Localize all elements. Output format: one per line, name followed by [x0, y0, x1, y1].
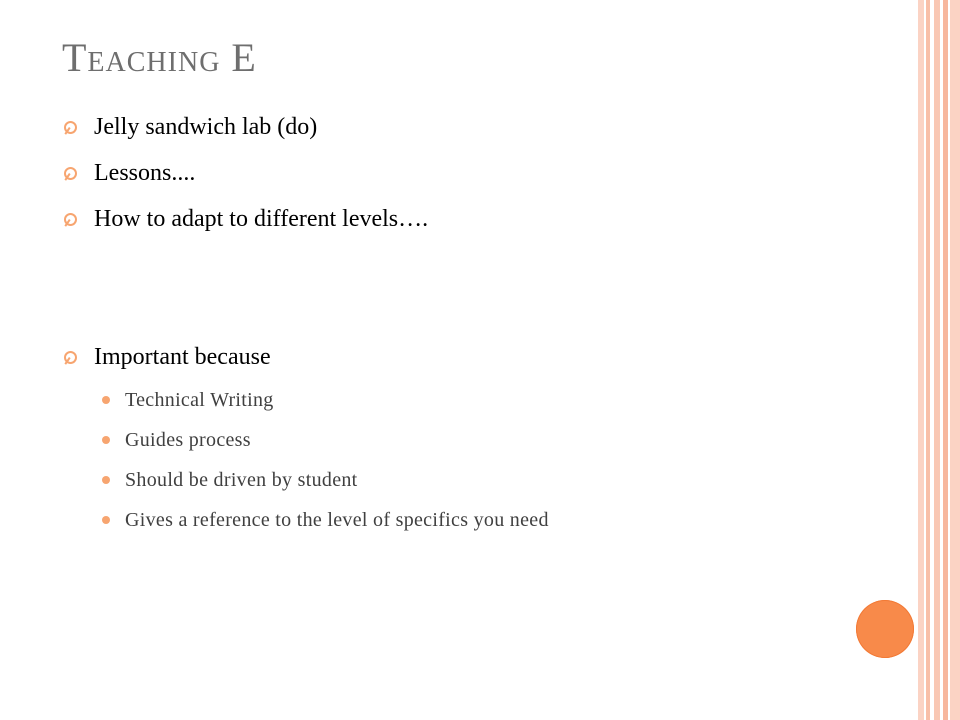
dot-icon — [102, 396, 110, 404]
spacer — [62, 242, 862, 334]
sub-bullet-text: Gives a reference to the level of specifics you need — [125, 508, 549, 531]
sub-bullet-text: Guides process — [125, 428, 251, 451]
sub-bullet-text: Should be driven by student — [125, 468, 358, 491]
decorative-circle — [856, 600, 914, 658]
bullet-icon — [62, 118, 80, 136]
bullet-icon — [62, 210, 80, 228]
decorative-stripe — [950, 0, 960, 720]
bullet-item — [62, 104, 862, 150]
bullet-icon — [62, 164, 80, 182]
dot-icon — [102, 516, 110, 524]
bullet-list — [62, 104, 862, 540]
bullet-item — [62, 196, 862, 242]
sub-bullet-item — [62, 460, 862, 500]
sub-bullet-item — [62, 380, 862, 420]
bullet-text: Lessons.... — [94, 159, 196, 186]
dot-icon — [102, 476, 110, 484]
bullet-text: Important because — [94, 343, 271, 370]
sub-bullet-item — [62, 420, 862, 460]
bullet-icon — [62, 348, 80, 366]
bullet-text: How to adapt to different levels…. — [94, 205, 429, 232]
bullet-item — [62, 334, 862, 380]
sub-bullet-text: Technical Writing — [125, 388, 274, 411]
bullet-item — [62, 150, 862, 196]
dot-icon — [102, 436, 110, 444]
bullet-text: Jelly sandwich lab (do) — [94, 113, 318, 140]
sub-bullet-item — [62, 500, 862, 540]
slide-title: Teaching E — [62, 35, 257, 80]
